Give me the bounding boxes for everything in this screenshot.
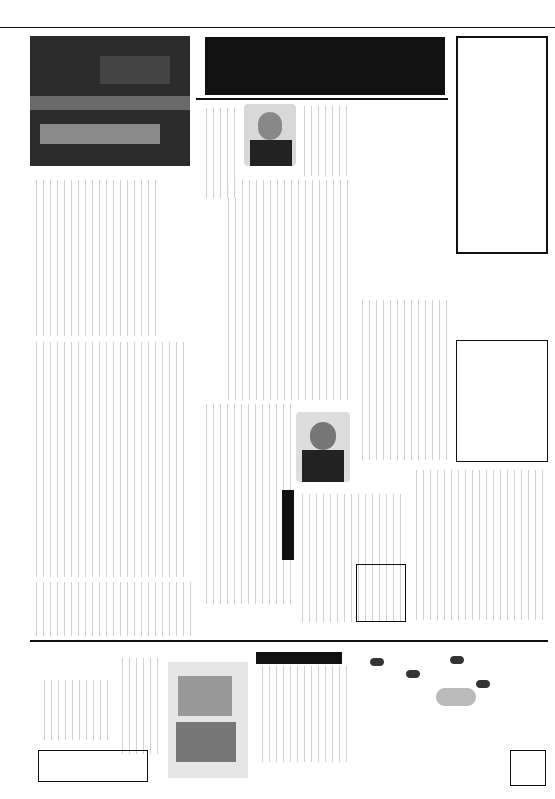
toshiba-logo — [510, 750, 546, 786]
hitachi-ad — [456, 340, 548, 462]
bee-illustration — [366, 650, 506, 708]
toshiba-copy-text-2 — [116, 658, 158, 754]
banner-headline — [205, 37, 445, 95]
rule — [196, 98, 448, 100]
chukyo-body-text — [30, 180, 156, 336]
device-illustration — [168, 662, 248, 778]
lower-left-text — [30, 582, 195, 636]
notice-box — [356, 564, 406, 622]
toshiba-copy-text — [38, 680, 112, 740]
masthead — [0, 0, 555, 28]
toshiba-ad — [30, 646, 548, 788]
ad-divider — [30, 640, 548, 642]
toshiba-box-label — [256, 652, 342, 664]
chukyo-photo — [30, 36, 190, 166]
toshiba-product-box — [38, 750, 148, 782]
congress-body-text-2 — [298, 106, 352, 176]
chair-portrait — [244, 104, 296, 166]
call-box-label — [282, 490, 294, 560]
column-text-2 — [410, 470, 548, 620]
chukyo-body-text-2 — [30, 342, 190, 577]
call-portrait — [296, 412, 350, 482]
publisher-box — [456, 262, 548, 328]
column-text — [356, 300, 450, 460]
toshiba-body-text — [256, 666, 352, 762]
congress-body-text-3 — [200, 108, 240, 198]
call-body-text — [200, 404, 292, 604]
nameplate — [456, 36, 548, 254]
congress-body-text — [222, 180, 352, 400]
